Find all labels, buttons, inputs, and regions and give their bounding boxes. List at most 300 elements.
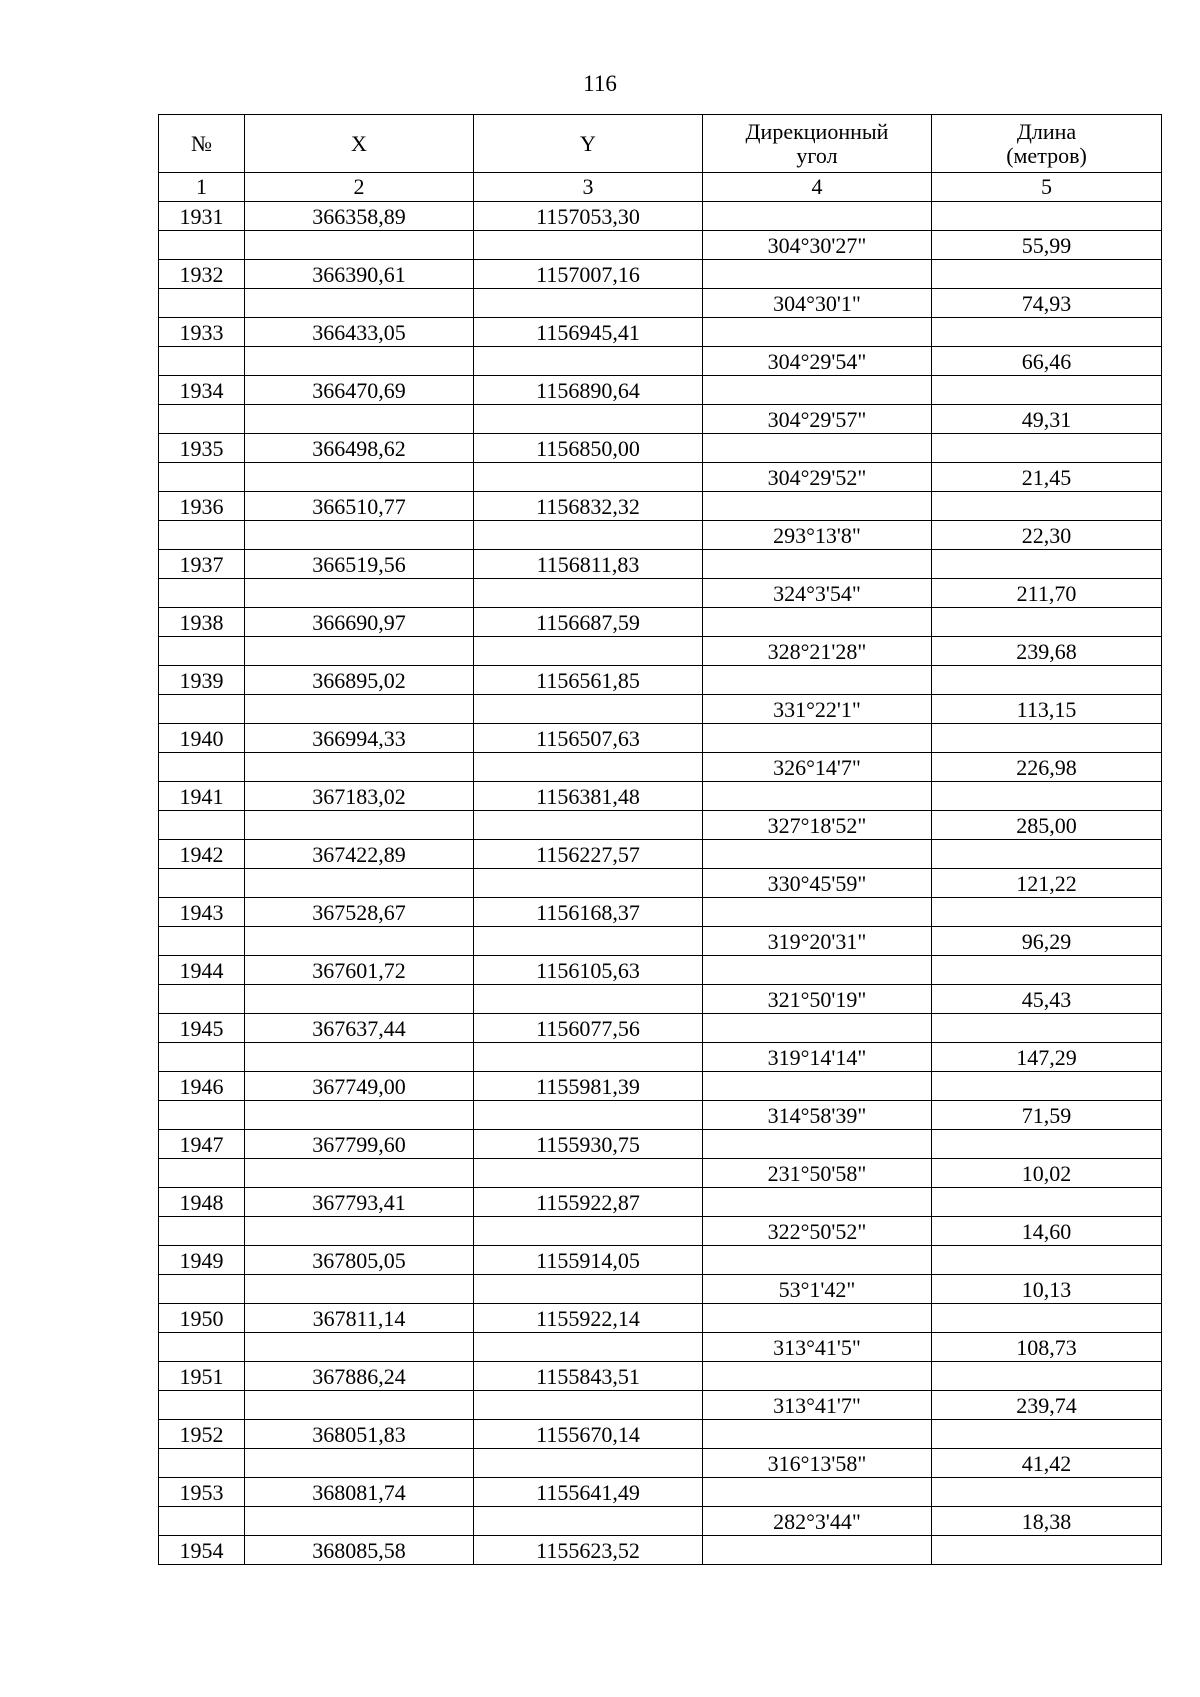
table-row <box>159 376 1162 405</box>
cell-length: 18,38 <box>932 1507 1162 1536</box>
cell-y <box>474 405 703 434</box>
table-row <box>159 260 1162 289</box>
cell-direction-angle <box>703 1246 932 1275</box>
cell-point-number: 1944 <box>159 956 245 985</box>
table-row <box>159 927 1162 956</box>
cell-direction-angle: 53°1'42" <box>703 1275 932 1304</box>
cell-y: 1156811,83 <box>474 550 703 579</box>
cell-length: 113,15 <box>932 695 1162 724</box>
cell-direction-angle: 231°50'58" <box>703 1159 932 1188</box>
table-row <box>159 579 1162 608</box>
cell-point-number <box>159 1507 245 1536</box>
table-row <box>159 1014 1162 1043</box>
cell-direction-angle: 322°50'52" <box>703 1217 932 1246</box>
cell-length: 108,73 <box>932 1333 1162 1362</box>
cell-length: 239,74 <box>932 1391 1162 1420</box>
cell-direction-angle: 321°50'19" <box>703 985 932 1014</box>
cell-point-number <box>159 231 245 260</box>
cell-point-number: 1950 <box>159 1304 245 1333</box>
cell-length: 45,43 <box>932 985 1162 1014</box>
table-row <box>159 1246 1162 1275</box>
column-number: 2 <box>245 173 474 202</box>
cell-direction-angle: 319°14'14" <box>703 1043 932 1072</box>
cell-direction-angle: 314°58'39" <box>703 1101 932 1130</box>
cell-point-number <box>159 521 245 550</box>
cell-x <box>245 985 474 1014</box>
cell-point-number: 1947 <box>159 1130 245 1159</box>
cell-length: 22,30 <box>932 521 1162 550</box>
cell-direction-angle <box>703 492 932 521</box>
cell-direction-angle <box>703 898 932 927</box>
table-row <box>159 753 1162 782</box>
cell-y <box>474 1159 703 1188</box>
cell-length <box>932 492 1162 521</box>
cell-length: 147,29 <box>932 1043 1162 1072</box>
cell-y: 1156890,64 <box>474 376 703 405</box>
cell-y: 1156832,32 <box>474 492 703 521</box>
cell-direction-angle <box>703 202 932 231</box>
cell-direction-angle: 304°30'27" <box>703 231 932 260</box>
table-row <box>159 1333 1162 1362</box>
cell-x: 366895,02 <box>245 666 474 695</box>
cell-length: 21,45 <box>932 463 1162 492</box>
table-row <box>159 1362 1162 1391</box>
cell-x <box>245 1275 474 1304</box>
cell-x <box>245 1101 474 1130</box>
cell-direction-angle: 304°30'1" <box>703 289 932 318</box>
header-length-text: Длина (метров) <box>1006 118 1087 168</box>
cell-x: 366433,05 <box>245 318 474 347</box>
cell-point-number: 1945 <box>159 1014 245 1043</box>
cell-x: 366994,33 <box>245 724 474 753</box>
column-number: 1 <box>159 173 245 202</box>
cell-x <box>245 753 474 782</box>
cell-y <box>474 811 703 840</box>
cell-direction-angle: 304°29'57" <box>703 405 932 434</box>
cell-direction-angle: 316°13'58" <box>703 1449 932 1478</box>
cell-direction-angle: 304°29'52" <box>703 463 932 492</box>
table-row <box>159 202 1162 231</box>
table-row <box>159 434 1162 463</box>
cell-x <box>245 1333 474 1362</box>
cell-length: 10,13 <box>932 1275 1162 1304</box>
header-length <box>932 115 1162 173</box>
table-row <box>159 1536 1162 1565</box>
cell-y: 1156227,57 <box>474 840 703 869</box>
header-number: № <box>159 115 245 173</box>
cell-y: 1155930,75 <box>474 1130 703 1159</box>
cell-direction-angle <box>703 376 932 405</box>
cell-y <box>474 521 703 550</box>
cell-y: 1155914,05 <box>474 1246 703 1275</box>
cell-x <box>245 1043 474 1072</box>
table-row <box>159 318 1162 347</box>
cell-point-number <box>159 927 245 956</box>
cell-point-number <box>159 637 245 666</box>
cell-y: 1156077,56 <box>474 1014 703 1043</box>
table-row <box>159 1217 1162 1246</box>
cell-length <box>932 1188 1162 1217</box>
cell-point-number <box>159 695 245 724</box>
cell-y <box>474 347 703 376</box>
table-row <box>159 1159 1162 1188</box>
cell-y <box>474 1449 703 1478</box>
cell-y <box>474 1101 703 1130</box>
cell-length <box>932 376 1162 405</box>
cell-length <box>932 1362 1162 1391</box>
cell-x <box>245 1217 474 1246</box>
cell-x: 368081,74 <box>245 1478 474 1507</box>
cell-point-number <box>159 405 245 434</box>
cell-length: 14,60 <box>932 1217 1162 1246</box>
cell-y <box>474 231 703 260</box>
page-number: 116 <box>583 71 617 96</box>
cell-x: 366519,56 <box>245 550 474 579</box>
cell-point-number <box>159 1391 245 1420</box>
table-row <box>159 1101 1162 1130</box>
cell-length: 96,29 <box>932 927 1162 956</box>
table-row <box>159 1275 1162 1304</box>
cell-length <box>932 1014 1162 1043</box>
cell-y <box>474 985 703 1014</box>
cell-point-number <box>159 1333 245 1362</box>
cell-point-number: 1934 <box>159 376 245 405</box>
cell-x <box>245 927 474 956</box>
cell-x <box>245 579 474 608</box>
cell-y <box>474 1217 703 1246</box>
cell-y <box>474 289 703 318</box>
cell-length <box>932 202 1162 231</box>
table-row <box>159 782 1162 811</box>
table-row <box>159 289 1162 318</box>
header-x: X <box>245 115 474 173</box>
table-row <box>159 985 1162 1014</box>
cell-point-number: 1935 <box>159 434 245 463</box>
cell-length <box>932 318 1162 347</box>
cell-point-number <box>159 1449 245 1478</box>
cell-y: 1156381,48 <box>474 782 703 811</box>
cell-x: 366390,61 <box>245 260 474 289</box>
cell-point-number <box>159 579 245 608</box>
cell-direction-angle: 293°13'8" <box>703 521 932 550</box>
cell-direction-angle: 326°14'7" <box>703 753 932 782</box>
cell-direction-angle <box>703 1420 932 1449</box>
cell-point-number: 1936 <box>159 492 245 521</box>
cell-point-number <box>159 1101 245 1130</box>
table-row <box>159 1304 1162 1333</box>
table-row <box>159 1043 1162 1072</box>
cell-direction-angle <box>703 840 932 869</box>
table-row <box>159 1449 1162 1478</box>
cell-y <box>474 1275 703 1304</box>
cell-x <box>245 1449 474 1478</box>
cell-x: 367749,00 <box>245 1072 474 1101</box>
cell-point-number <box>159 347 245 376</box>
cell-length <box>932 1304 1162 1333</box>
cell-length: 121,22 <box>932 869 1162 898</box>
table-row <box>159 1507 1162 1536</box>
cell-x: 367793,41 <box>245 1188 474 1217</box>
cell-length: 10,02 <box>932 1159 1162 1188</box>
cell-point-number: 1938 <box>159 608 245 637</box>
cell-x <box>245 1507 474 1536</box>
cell-direction-angle <box>703 434 932 463</box>
table-row <box>159 231 1162 260</box>
table-row <box>159 1391 1162 1420</box>
header-y: Y <box>474 115 703 173</box>
cell-point-number <box>159 1275 245 1304</box>
cell-direction-angle <box>703 1072 932 1101</box>
cell-y: 1155981,39 <box>474 1072 703 1101</box>
cell-direction-angle <box>703 1478 932 1507</box>
cell-length <box>932 840 1162 869</box>
cell-x: 366470,69 <box>245 376 474 405</box>
table-row <box>159 840 1162 869</box>
cell-x: 367422,89 <box>245 840 474 869</box>
table-row <box>159 724 1162 753</box>
cell-point-number: 1937 <box>159 550 245 579</box>
cell-x: 367637,44 <box>245 1014 474 1043</box>
table-row <box>159 637 1162 666</box>
cell-y <box>474 1507 703 1536</box>
cell-point-number <box>159 463 245 492</box>
cell-x: 366690,97 <box>245 608 474 637</box>
cell-point-number <box>159 1217 245 1246</box>
cell-y: 1156687,59 <box>474 608 703 637</box>
cell-length <box>932 666 1162 695</box>
cell-x <box>245 405 474 434</box>
cell-direction-angle <box>703 782 932 811</box>
table-row <box>159 405 1162 434</box>
cell-y: 1156105,63 <box>474 956 703 985</box>
cell-y <box>474 753 703 782</box>
cell-point-number: 1951 <box>159 1362 245 1391</box>
cell-y <box>474 579 703 608</box>
cell-direction-angle: 331°22'1" <box>703 695 932 724</box>
cell-point-number <box>159 869 245 898</box>
cell-direction-angle <box>703 1188 932 1217</box>
cell-point-number <box>159 753 245 782</box>
cell-point-number: 1946 <box>159 1072 245 1101</box>
cell-length: 285,00 <box>932 811 1162 840</box>
cell-point-number <box>159 811 245 840</box>
cell-direction-angle <box>703 1014 932 1043</box>
cell-y <box>474 927 703 956</box>
cell-direction-angle: 313°41'5" <box>703 1333 932 1362</box>
cell-direction-angle <box>703 608 932 637</box>
cell-y: 1155922,14 <box>474 1304 703 1333</box>
cell-length: 211,70 <box>932 579 1162 608</box>
cell-x <box>245 463 474 492</box>
cell-point-number: 1941 <box>159 782 245 811</box>
cell-length: 239,68 <box>932 637 1162 666</box>
cell-length <box>932 1420 1162 1449</box>
table-row <box>159 695 1162 724</box>
column-number: 5 <box>932 173 1162 202</box>
cell-length <box>932 260 1162 289</box>
cell-length: 226,98 <box>932 753 1162 782</box>
column-number-row <box>159 173 1162 202</box>
cell-x: 366510,77 <box>245 492 474 521</box>
cell-x <box>245 521 474 550</box>
cell-y <box>474 1391 703 1420</box>
cell-x <box>245 1391 474 1420</box>
cell-point-number: 1931 <box>159 202 245 231</box>
cell-y <box>474 1333 703 1362</box>
table-body <box>159 202 1162 1565</box>
cell-length <box>932 1246 1162 1275</box>
cell-x <box>245 811 474 840</box>
cell-length <box>932 898 1162 927</box>
cell-y: 1156507,63 <box>474 724 703 753</box>
coordinates-table <box>158 114 1162 1565</box>
cell-x <box>245 869 474 898</box>
cell-length <box>932 1478 1162 1507</box>
cell-length <box>932 956 1162 985</box>
table-row <box>159 898 1162 927</box>
table-row <box>159 521 1162 550</box>
cell-direction-angle <box>703 724 932 753</box>
cell-x: 367601,72 <box>245 956 474 985</box>
cell-x: 368085,58 <box>245 1536 474 1565</box>
table-row <box>159 666 1162 695</box>
cell-length <box>932 724 1162 753</box>
cell-point-number: 1953 <box>159 1478 245 1507</box>
cell-length <box>932 1536 1162 1565</box>
cell-y <box>474 463 703 492</box>
cell-x <box>245 695 474 724</box>
cell-direction-angle <box>703 666 932 695</box>
table-row <box>159 1188 1162 1217</box>
cell-direction-angle <box>703 1536 932 1565</box>
cell-point-number <box>159 289 245 318</box>
cell-y: 1156168,37 <box>474 898 703 927</box>
cell-point-number: 1949 <box>159 1246 245 1275</box>
table-row <box>159 492 1162 521</box>
cell-y: 1157053,30 <box>474 202 703 231</box>
cell-direction-angle: 313°41'7" <box>703 1391 932 1420</box>
cell-direction-angle <box>703 318 932 347</box>
cell-x <box>245 637 474 666</box>
table-row <box>159 550 1162 579</box>
cell-y: 1155641,49 <box>474 1478 703 1507</box>
table-row <box>159 1072 1162 1101</box>
cell-x: 367528,67 <box>245 898 474 927</box>
cell-length: 55,99 <box>932 231 1162 260</box>
table-header <box>159 115 1162 202</box>
cell-length <box>932 1130 1162 1159</box>
table-row <box>159 1420 1162 1449</box>
cell-point-number: 1948 <box>159 1188 245 1217</box>
cell-direction-angle: 304°29'54" <box>703 347 932 376</box>
table-row <box>159 608 1162 637</box>
table-row <box>159 1130 1162 1159</box>
cell-direction-angle: 319°20'31" <box>703 927 932 956</box>
cell-direction-angle: 330°45'59" <box>703 869 932 898</box>
cell-y: 1155623,52 <box>474 1536 703 1565</box>
cell-direction-angle: 328°21'28" <box>703 637 932 666</box>
cell-x: 367811,14 <box>245 1304 474 1333</box>
cell-length <box>932 608 1162 637</box>
cell-point-number: 1933 <box>159 318 245 347</box>
cell-point-number: 1952 <box>159 1420 245 1449</box>
cell-length: 74,93 <box>932 289 1162 318</box>
cell-length: 71,59 <box>932 1101 1162 1130</box>
cell-length: 49,31 <box>932 405 1162 434</box>
cell-x <box>245 289 474 318</box>
cell-length <box>932 550 1162 579</box>
cell-point-number: 1943 <box>159 898 245 927</box>
table-row <box>159 811 1162 840</box>
table-row <box>159 463 1162 492</box>
cell-y: 1156561,85 <box>474 666 703 695</box>
cell-length <box>932 1072 1162 1101</box>
cell-point-number <box>159 1159 245 1188</box>
cell-length: 66,46 <box>932 347 1162 376</box>
cell-point-number: 1940 <box>159 724 245 753</box>
column-number: 4 <box>703 173 932 202</box>
cell-y <box>474 1043 703 1072</box>
cell-point-number: 1954 <box>159 1536 245 1565</box>
cell-y <box>474 869 703 898</box>
cell-x <box>245 231 474 260</box>
table-row <box>159 869 1162 898</box>
cell-y <box>474 695 703 724</box>
cell-point-number: 1942 <box>159 840 245 869</box>
cell-x: 367805,05 <box>245 1246 474 1275</box>
cell-x: 366498,62 <box>245 434 474 463</box>
header-row <box>159 115 1162 173</box>
table-row <box>159 1478 1162 1507</box>
cell-x: 367183,02 <box>245 782 474 811</box>
cell-length: 41,42 <box>932 1449 1162 1478</box>
table-row <box>159 956 1162 985</box>
cell-direction-angle <box>703 1304 932 1333</box>
cell-x: 367886,24 <box>245 1362 474 1391</box>
cell-x: 366358,89 <box>245 202 474 231</box>
cell-y: 1155670,14 <box>474 1420 703 1449</box>
header-direction-angle-text: Дирекционный угол <box>745 118 889 168</box>
cell-x: 368051,83 <box>245 1420 474 1449</box>
cell-y: 1156945,41 <box>474 318 703 347</box>
cell-point-number: 1932 <box>159 260 245 289</box>
cell-point-number: 1939 <box>159 666 245 695</box>
header-direction-angle <box>703 115 932 173</box>
cell-y: 1157007,16 <box>474 260 703 289</box>
cell-length <box>932 434 1162 463</box>
cell-x <box>245 347 474 376</box>
cell-direction-angle <box>703 550 932 579</box>
table-row <box>159 347 1162 376</box>
cell-direction-angle <box>703 956 932 985</box>
cell-point-number <box>159 1043 245 1072</box>
cell-direction-angle <box>703 1362 932 1391</box>
cell-direction-angle: 324°3'54" <box>703 579 932 608</box>
cell-direction-angle <box>703 260 932 289</box>
cell-y: 1155922,87 <box>474 1188 703 1217</box>
cell-y: 1156850,00 <box>474 434 703 463</box>
cell-y: 1155843,51 <box>474 1362 703 1391</box>
cell-direction-angle: 282°3'44" <box>703 1507 932 1536</box>
cell-x: 367799,60 <box>245 1130 474 1159</box>
cell-y <box>474 637 703 666</box>
cell-direction-angle: 327°18'52" <box>703 811 932 840</box>
cell-x <box>245 1159 474 1188</box>
cell-point-number <box>159 985 245 1014</box>
cell-direction-angle <box>703 1130 932 1159</box>
cell-length <box>932 782 1162 811</box>
column-number: 3 <box>474 173 703 202</box>
